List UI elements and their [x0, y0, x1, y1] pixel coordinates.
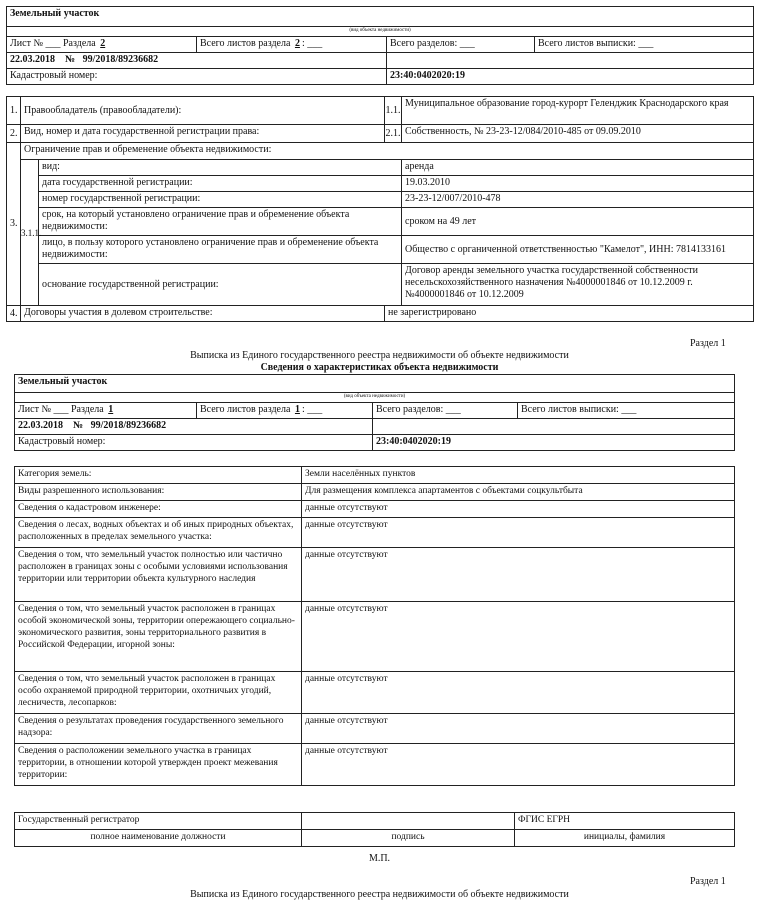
extract-date-number: 22.03.2018 № 99/2018/89236682 [7, 53, 387, 69]
caption-position: полное наименование должности [15, 830, 302, 847]
sheet-info: Лист № ___ Раздела 1 [15, 403, 197, 419]
char-value: данные отсутствуют [302, 672, 735, 714]
object-type-caption: (вид объекта недвижимости) [7, 27, 754, 37]
sections-total: Всего разделов: ___ [373, 403, 518, 419]
shared-construction-label: Договоры участия в долевом строительстве: [21, 306, 385, 322]
extract-title-next: Выписка из Единого государственного реестра недвижимости об объекте недвижимости [190, 889, 569, 900]
sheet-info: Лист № ___ Раздела 2 [7, 37, 197, 53]
extract-sheets-total: Всего листов выписки: ___ [518, 403, 735, 419]
section-label: Раздел 1 [690, 338, 726, 349]
cadastral-label: Кадастровый номер: [15, 435, 373, 451]
row-number: 2. [7, 125, 21, 143]
char-label: Виды разрешенного использования: [15, 484, 302, 501]
stamp-place: М.П. [368, 853, 391, 864]
signature-field [302, 813, 515, 830]
encumbrance-value: Общество с органиченной ответственностью "Камелот", ИНН: 7814133161 [402, 236, 754, 264]
registrar-name: ФГИС ЕГРН [515, 813, 735, 830]
sheets-in-section: Всего листов раздела 1 : ___ [197, 403, 373, 419]
encumbrance-value: 23-23-12/007/2010-478 [402, 192, 754, 208]
char-label: Сведения о результатах проведения государственного земельного надзора: [15, 714, 302, 744]
signature-table [14, 812, 735, 847]
char-value: данные отсутствуют [302, 714, 735, 744]
object-type: Земельный участок [7, 7, 754, 27]
encumbrance-label: вид: [39, 160, 402, 176]
registration-label: Вид, номер и дата государственной регистрации права: [21, 125, 385, 143]
sections-total: Всего разделов: ___ [387, 37, 535, 53]
cadastral-label: Кадастровый номер: [7, 69, 387, 85]
registration-value: Собственность, № 23-23-12/084/2010-485 от 09.09.2010 [402, 125, 754, 143]
extract-subtitle: Сведения о характеристиках объекта недвижимости [260, 362, 499, 373]
caption-initials: инициалы, фамилия [515, 830, 735, 847]
extract-date-number: 22.03.2018 № 99/2018/89236682 [15, 419, 373, 435]
encumbrance-value: аренда [402, 160, 754, 176]
sub-number: 2.1. [385, 125, 402, 143]
section2-header-table [6, 6, 754, 85]
object-type-caption: (вид объекта недвижимости) [15, 393, 735, 403]
rightholder-label: Правообладатель (правообладатели): [21, 97, 385, 125]
extract-sheets-total: Всего листов выписки: ___ [535, 37, 754, 53]
row-number: 1. [7, 97, 21, 125]
encumbrance-sub-number: 3.1.1. [21, 160, 39, 306]
row-number: 3. [7, 143, 21, 306]
section-label: Раздел 1 [690, 876, 726, 887]
section1-header-table [14, 374, 735, 451]
cadastral-value: 23:40:0402020:19 [387, 69, 754, 85]
char-value: данные отсутствуют [302, 501, 735, 518]
encumbrance-heading: Ограничение прав и обременение объекта недвижимости: [21, 143, 754, 160]
char-value: Для размещения комплекса апартаментов с объектами соцкультбыта [302, 484, 735, 501]
caption-signature: подпись [302, 830, 515, 847]
encumbrance-value: 19.03.2010 [402, 176, 754, 192]
char-label: Категория земель: [15, 467, 302, 484]
encumbrance-label: срок, на который установлено ограничение прав и обременение объекта недвижимости: [39, 208, 402, 236]
encumbrance-label: основание государственной регистрации: [39, 264, 402, 306]
char-value: Земли населённых пунктов [302, 467, 735, 484]
extract-title: Выписка из Единого государственного реестра недвижимости об объекте недвижимости [190, 350, 569, 361]
row-number: 4. [7, 306, 21, 322]
sub-number: 1.1. [385, 97, 402, 125]
encumbrance-label: дата государственной регистрации: [39, 176, 402, 192]
section2-rights-table [6, 96, 754, 322]
encumbrance-label: лицо, в пользу которого установлено ограничение прав и обременение объекта недвижимости: [39, 236, 402, 264]
char-label: Сведения о том, что земельный участок расположен в границах особой экономической зоны, территории опережающего социально-экономического развития, зоны территориального развития в Российской Федерации, игорной зоны: [15, 602, 302, 672]
object-type: Земельный участок [15, 375, 735, 393]
char-label: Сведения о том, что земельный участок расположен в границах особо охраняемой природной территории, охотничьих угодий, лесничеств, лесопарков: [15, 672, 302, 714]
cadastral-value: 23:40:0402020:19 [373, 435, 735, 451]
char-label: Сведения о кадастровом инженере: [15, 501, 302, 518]
registrar-position: Государственный регистратор [15, 813, 302, 830]
char-value: данные отсутствуют [302, 548, 735, 602]
char-label: Сведения о том, что земельный участок полностью или частично расположен в границах зоны с особыми условиями использования территории или территории объекта культурного наследия [15, 548, 302, 602]
shared-construction-value: не зарегистрировано [385, 306, 754, 322]
encumbrance-value: Договор аренды земельного участка государственной собственности несельскохозяйственного назначения №4000001846 от 10.12.2009 г. №4000001846 от 10.12.2009 [402, 264, 754, 306]
char-value: данные отсутствуют [302, 602, 735, 672]
characteristics-table [14, 466, 735, 786]
encumbrance-value: сроком на 49 лет [402, 208, 754, 236]
rightholder-value: Муниципальное образование город-курорт Геленджик Краснодарского края [402, 97, 754, 125]
char-label: Сведения о расположении земельного участка в границах территории, в отношении которой утвержден проект межевания территории: [15, 744, 302, 786]
char-value: данные отсутствуют [302, 518, 735, 548]
char-label: Сведения о лесах, водных объектах и об иных природных объектах, расположенных в пределах земельного участка: [15, 518, 302, 548]
encumbrance-label: номер государственной регистрации: [39, 192, 402, 208]
char-value: данные отсутствуют [302, 744, 735, 786]
sheets-in-section: Всего листов раздела 2 : ___ [197, 37, 387, 53]
